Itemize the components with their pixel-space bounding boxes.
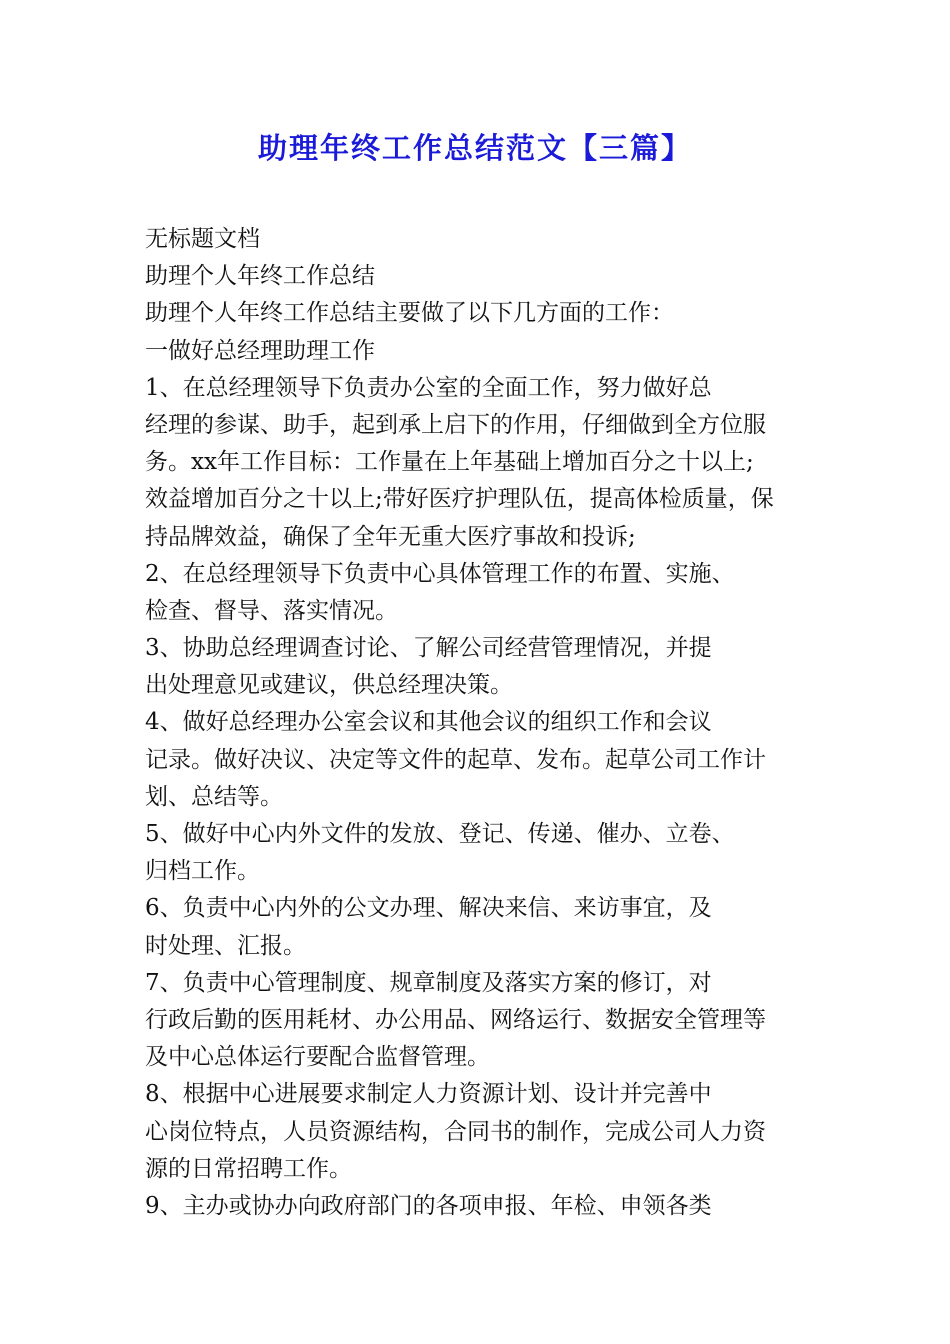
paragraph-line: 1、在总经理领导下负责办公室的全面工作，努力做好总 (145, 374, 712, 401)
paragraph-line: 9、主办或协办向政府部门的各项申报、年检、申领各类 (145, 1192, 712, 1219)
paragraph-line: 效益增加百分之十以上;带好医疗护理队伍，提高体检质量，保 (145, 486, 774, 513)
paragraph-line: 划、总结等。 (145, 783, 283, 810)
section-heading: 一做好总经理助理工作 (145, 337, 375, 364)
paragraph-line: 心岗位特点，人员资源结构，合同书的制作，完成公司人力资 (145, 1118, 766, 1145)
paragraph-line: 经理的参谋、助手，起到承上启下的作用，仔细做到全方位服 (145, 411, 766, 438)
paragraph-line: 记录。做好决议、决定等文件的起草、发布。起草公司工作计 (145, 746, 766, 773)
paragraph-line: 出处理意见或建议，供总经理决策。 (145, 672, 513, 699)
paragraph-line: 无标题文档 (145, 226, 260, 252)
paragraph-line: 4、做好总经理办公室会议和其他会议的组织工作和会议 (145, 709, 712, 736)
paragraph-line: 5、做好中心内外文件的发放、登记、传递、催办、立卷、 (145, 821, 735, 847)
document-title: 助理年终工作总结范文【三篇】 (257, 131, 692, 165)
paragraph-line: 持品牌效益，确保了全年无重大医疗事故和投诉; (145, 523, 636, 550)
document-body (145, 221, 817, 1225)
paragraph-line: 归档工作。 (145, 858, 260, 885)
paragraph-line: 务。xx年工作目标：工作量在上年基础上增加百分之十以上; (145, 449, 754, 476)
paragraph-line: 及中心总体运行要配合监督管理。 (145, 1044, 490, 1071)
paragraph-line: 6、负责中心内外的公文办理、解决来信、来访事宜，及 (145, 895, 712, 922)
paragraph-line: 行政后勤的医用耗材、办公用品、网络运行、数据安全管理等 (145, 1006, 766, 1033)
paragraph-line: 源的日常招聘工作。 (145, 1155, 352, 1182)
paragraph-line: 2、在总经理领导下负责中心具体管理工作的布置、实施、 (145, 560, 735, 587)
paragraph-line: 时处理、汇报。 (145, 932, 306, 959)
paragraph-line: 7、负责中心管理制度、规章制度及落实方案的修订，对 (145, 969, 712, 996)
paragraph-line: 检查、督导、落实情况。 (145, 597, 398, 624)
paragraph-line: 助理个人年终工作总结主要做了以下几方面的工作： (145, 300, 674, 327)
paragraph-line: 助理个人年终工作总结 (145, 263, 375, 290)
paragraph-line: 8、根据中心进展要求制定人力资源计划、设计并完善中 (145, 1081, 712, 1108)
paragraph-line: 3、协助总经理调查讨论、了解公司经营管理情况，并提 (145, 635, 712, 662)
